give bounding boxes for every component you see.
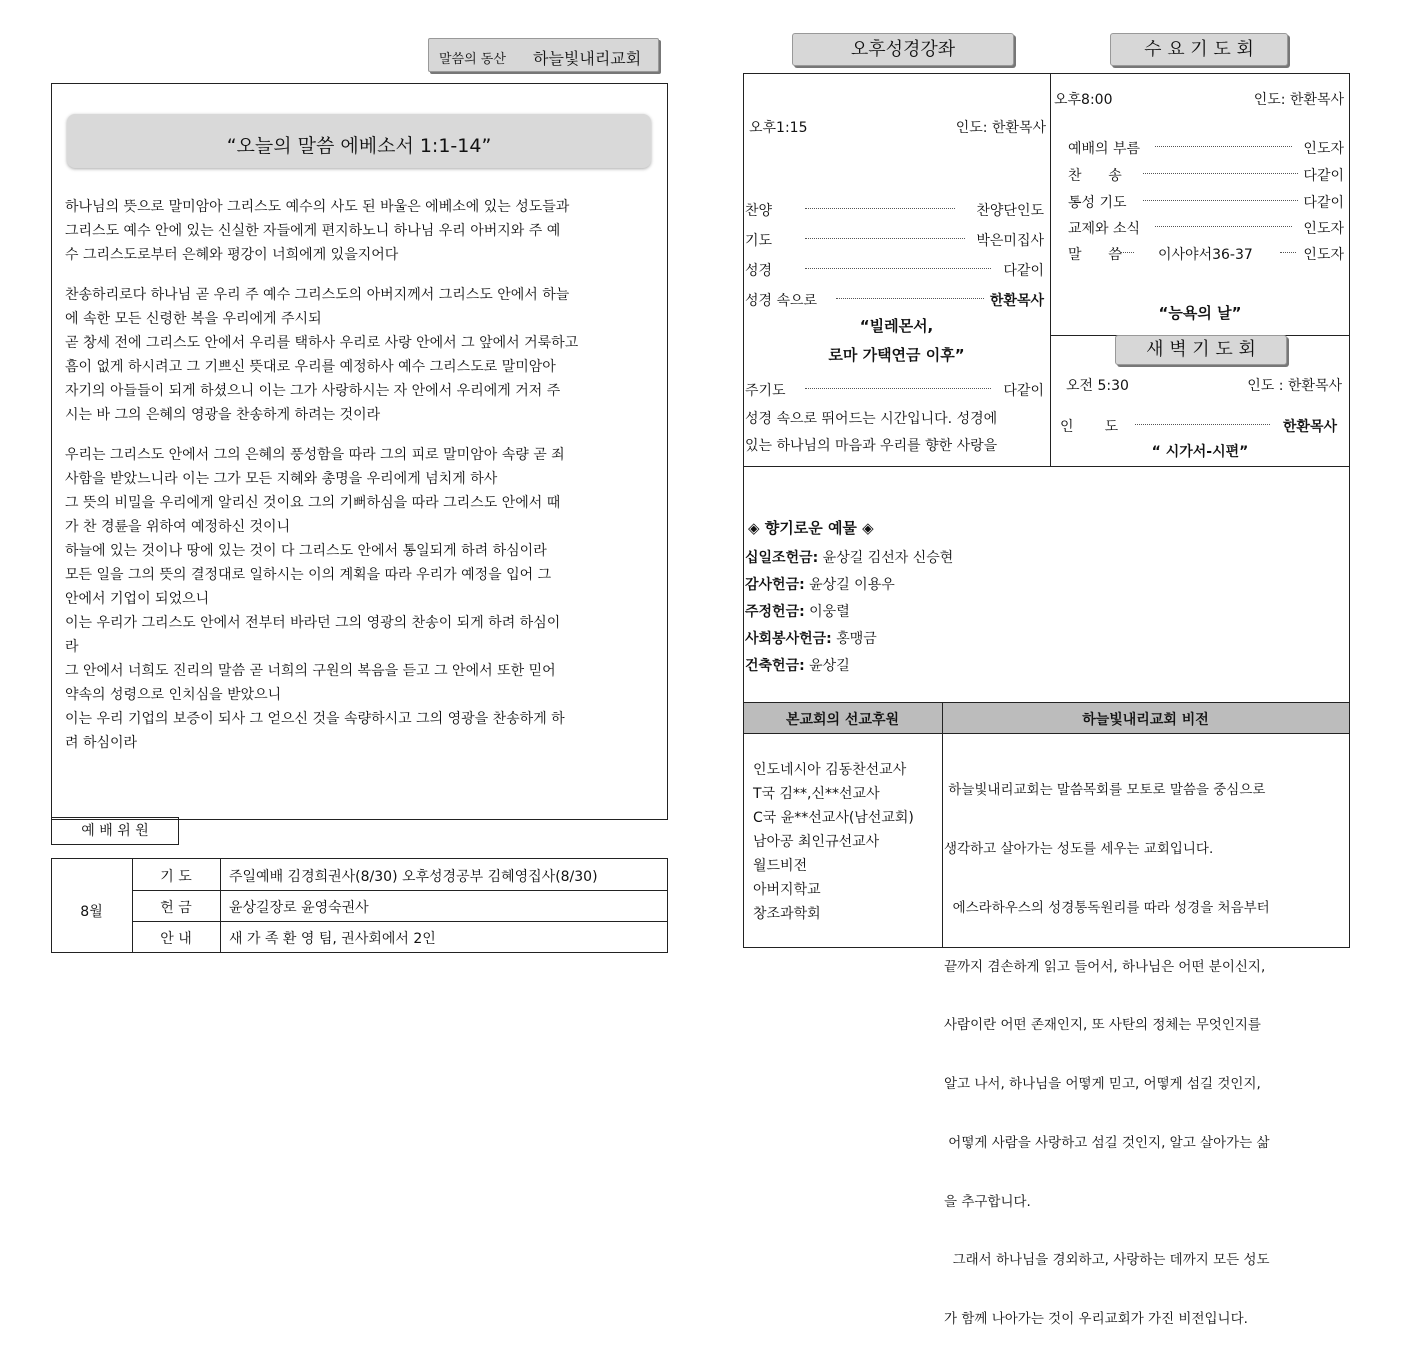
wednesday-title: 수 요 기 도 회 [1144, 39, 1254, 60]
scripture-line: 흠이 없게 하시려고 그 기쁘신 뜻대로 우리를 예정하사 예수 그리스도로 말미암아 [65, 359, 556, 375]
scripture-line: 이는 우리가 그리스도 안에서 전부터 바라던 그의 영광의 찬송이 되게 하려 하심이 [65, 615, 561, 631]
mission-item: 인도네시아 김동찬선교사 [753, 762, 907, 778]
wednesday-item-label: 찬 송 [1068, 168, 1122, 184]
vision-line: 가 함께 나아가는 것이 우리교회가 가진 비전입니다. [944, 1311, 1248, 1328]
dot-leader [1143, 173, 1298, 174]
staff-names: 새 가 족 환 영 팀, 권사회에서 2인 [229, 931, 436, 947]
scripture-line: 에 속한 모든 신령한 복을 우리에게 주시되 [65, 311, 322, 327]
scripture-line: 그리스도 예수 안에 있는 신실한 자들에게 편지하노니 하나님 우리 아버지와 주 예 [65, 223, 561, 239]
offering-row [745, 572, 953, 599]
wednesday-time: 오후8:00 [1054, 92, 1113, 108]
dot-leader [1143, 200, 1298, 201]
column-divider [1050, 73, 1051, 466]
column-divider [942, 702, 943, 948]
scripture-line: 사함을 받았느니라 이는 그가 모든 지혜와 총명을 우리에게 넘치게 하사 [65, 471, 498, 487]
afternoon-item-label: 주기도 [745, 383, 786, 399]
staff-label: 예 배 위 원 [81, 823, 149, 839]
scripture-line: 안에서 기업이 되었으니 [65, 591, 210, 607]
mission-item: 창조과학회 [753, 906, 821, 922]
scripture-line: 우리는 그리스도 안에서 그의 은혜의 풍성함을 따라 그의 피로 말미암아 속량 곧 죄 [65, 447, 565, 463]
dot-leader [1120, 252, 1134, 253]
wednesday-item-value: 인도자 [1303, 221, 1344, 237]
dot-leader [805, 388, 991, 389]
wednesday-item-label: 교제와 소식 [1068, 221, 1141, 237]
scripture-paragraph-1 [65, 195, 655, 267]
sermon-title: “오늘의 말씀 에베소서 1:1-14” [226, 135, 492, 157]
staff-role: 헌 금 [160, 900, 192, 916]
dawn-leader: 인도 : 한환목사 [1247, 378, 1342, 394]
offering-row [745, 599, 953, 626]
afternoon-item-label: 성경 속으로 [745, 293, 818, 309]
dot-leader [1280, 252, 1296, 253]
afternoon-item-value: 박은미집사 [976, 233, 1044, 249]
dot-leader [805, 208, 955, 209]
vision-line: 을 추구합니다. [944, 1193, 1031, 1210]
afternoon-item-value: 한환목사 [989, 293, 1044, 309]
vision-line: 어떻게 사람을 사랑하고 섬길 것인지, 알고 살아가는 삶 [944, 1134, 1270, 1151]
offering-names: 윤상길 [804, 658, 850, 674]
afternoon-title: 오후성경강좌 [850, 39, 956, 60]
scripture-line: 모든 일을 그의 뜻의 결정대로 일하시는 이의 계획을 따라 우리가 예정을 입어 그 [65, 567, 552, 583]
dot-leader [805, 238, 965, 239]
dawn-item-label: 인 도 [1060, 419, 1119, 435]
vision-line: 생각하고 살아가는 성도를 세우는 교회입니다. [944, 840, 1214, 857]
offering-label: 건축헌금: [745, 658, 805, 674]
mission-item: 아버지학교 [753, 882, 821, 898]
vision-title: 하늘빛내리교회 비전 [1082, 712, 1209, 728]
scripture-line: 이는 우리 기업의 보증이 되사 그 얻으신 것을 속량하시고 그의 영광을 찬송하게 하 [65, 711, 565, 727]
afternoon-item-value: 다같이 [1003, 383, 1044, 399]
mission-item: 월드비전 [753, 858, 808, 874]
wednesday-item-scripture: 이사야서36-37 [1158, 247, 1253, 263]
scripture-paragraph-2 [65, 283, 655, 427]
offering-row [745, 653, 953, 680]
dawn-title-badge [1115, 335, 1287, 365]
scripture-line: 가 찬 경륜을 위하여 예정하신 것이니 [65, 519, 291, 535]
dawn-title: 새 벽 기 도 회 [1146, 339, 1256, 360]
scripture-line: 찬송하리로다 하나님 곧 우리 주 예수 그리스도의 아버지께서 그리스도 안에서 하늘 [65, 287, 570, 303]
scripture-line: 려 하심이라 [65, 735, 138, 751]
afternoon-item-label: 성경 [745, 263, 773, 279]
offering-label: 주정헌금: [745, 604, 805, 620]
church-name: 하늘빛내리교회 [533, 49, 642, 68]
dot-leader [1155, 226, 1292, 227]
dot-leader [836, 298, 984, 299]
staff-label-box [51, 817, 179, 845]
offering-list [745, 545, 953, 680]
vision-text [944, 742, 1270, 1349]
afternoon-title-badge [792, 33, 1014, 66]
offering-names: 윤상길 이용우 [804, 577, 895, 593]
mission-item: 남아공 최인규선교사 [753, 834, 880, 850]
mission-list [753, 758, 914, 926]
wednesday-item-label: 예배의 부름 [1068, 141, 1141, 157]
scripture-line: 라 [65, 639, 79, 655]
scripture-line: 자기의 아들들이 되게 하셨으니 이는 그가 사랑하시는 자 안에서 우리에게 거저 주 [65, 383, 561, 399]
mission-item: C국 윤**선교사(남선교회) [753, 810, 914, 826]
scripture-line: 수 그리스도로부터 은혜와 평강이 너희에게 있을지어다 [65, 247, 399, 263]
afternoon-item-value: 찬양단인도 [976, 203, 1044, 219]
wednesday-item-value: 인도자 [1303, 247, 1344, 263]
scripture-paragraph-3 [65, 443, 655, 755]
wednesday-topic: “능욕의 날” [1158, 304, 1242, 322]
afternoon-topic-line1: “빌레몬서, [859, 317, 934, 335]
afternoon-topic-line2: 로마 가택연금 이후” [828, 346, 965, 364]
staff-divider [220, 858, 221, 953]
vision-line: 에스라하우스의 성경통독원리를 따라 성경을 처음부터 [944, 899, 1270, 916]
staff-month: 8월 [80, 904, 103, 920]
vision-line: 사람이란 어떤 존재인지, 또 사탄의 정체는 무엇인지를 [944, 1017, 1261, 1034]
scripture-line: 그 뜻의 비밀을 우리에게 알리신 것이요 그의 기뻐하심을 따라 그리스도 안에서 때 [65, 495, 561, 511]
wednesday-item-value: 다같이 [1303, 168, 1344, 184]
wednesday-title-badge [1110, 33, 1288, 66]
staff-role: 안 내 [160, 931, 192, 947]
mission-title: 본교회의 선교후원 [785, 712, 900, 728]
afternoon-item-label: 찬양 [745, 203, 773, 219]
dawn-topic: “ 시가서-시편” [1151, 444, 1249, 460]
section-divider [743, 466, 1350, 467]
offering-label: 감사헌금: [745, 577, 805, 593]
mission-item: T국 김**,신**선교사 [753, 786, 880, 802]
afternoon-note: 성경 속으로 뛰어드는 시간입니다. 성경에 [745, 411, 998, 427]
scripture-line: 그 안에서 너희도 진리의 말씀 곧 너희의 구원의 복음을 듣고 그 안에서 또한 믿어 [65, 663, 556, 679]
offering-names: 홍맹금 [831, 631, 877, 647]
afternoon-item-value: 다같이 [1003, 263, 1044, 279]
afternoon-item-label: 기도 [745, 233, 773, 249]
dot-leader [805, 268, 991, 269]
offering-row [745, 545, 953, 572]
motto-text: 말씀의 동산 [439, 52, 506, 67]
scripture-line: 하늘에 있는 것이나 땅에 있는 것이 다 그리스도 안에서 통일되게 하려 하심이라 [65, 543, 547, 559]
vision-line: 알고 나서, 하나님을 어떻게 믿고, 어떻게 섬길 것인지, [944, 1076, 1261, 1093]
dot-leader [1155, 146, 1292, 147]
offering-label: 십일조헌금: [745, 550, 819, 566]
afternoon-time: 오후1:15 [749, 120, 808, 136]
staff-divider [132, 921, 668, 922]
scripture-line: 시는 바 그의 은혜의 영광을 찬송하게 하려는 것이라 [65, 407, 381, 423]
afternoon-note: 있는 하나님의 마음과 우리를 향한 사랑을 [745, 438, 998, 454]
dawn-item-value: 한환목사 [1282, 419, 1337, 435]
staff-divider [132, 890, 668, 891]
vision-line: 끝까지 겸손하게 읽고 들어서, 하나님은 어떤 분이신지, [944, 958, 1266, 975]
scripture-line: 약속의 성령으로 인치심을 받았으니 [65, 687, 282, 703]
vision-line: 하늘빛내리교회는 말씀목회를 모토로 말씀을 중심으로 [944, 782, 1266, 799]
wednesday-item-label: 말 씀 [1068, 247, 1122, 263]
staff-names: 윤상길장로 윤영숙권사 [229, 900, 369, 916]
dawn-time: 오전 5:30 [1066, 378, 1129, 394]
wednesday-item-label: 통성 기도 [1068, 195, 1127, 211]
offering-names: 이웅렬 [804, 604, 850, 620]
church-header-badge [428, 38, 659, 72]
scripture-line: 곧 창세 전에 그리스도 안에서 우리를 택하사 우리로 사랑 안에서 그 앞에서 거룩하고 [65, 335, 579, 351]
offering-row [745, 626, 953, 653]
vision-line: 그래서 하나님을 경외하고, 사랑하는 데까지 모든 성도 [944, 1252, 1270, 1269]
wednesday-item-value: 다같이 [1303, 195, 1344, 211]
offering-title: ◈ 향기로운 예물 ◈ [748, 519, 874, 537]
staff-role: 기 도 [160, 869, 192, 885]
dot-leader [1135, 424, 1270, 425]
wednesday-item-value: 인도자 [1303, 141, 1344, 157]
sermon-body [65, 195, 655, 755]
wednesday-leader: 인도: 한환목사 [1253, 92, 1344, 108]
scripture-line: 하나님의 뜻으로 말미암아 그리스도 예수의 사도 된 바울은 에베소에 있는 성도들과 [65, 199, 570, 215]
offering-names: 윤상길 김선자 신승현 [818, 550, 954, 566]
offering-label: 사회봉사헌금: [745, 631, 832, 647]
staff-names: 주일예배 김경희권사(8/30) 오후성경공부 김혜영집사(8/30) [229, 869, 598, 885]
afternoon-leader: 인도: 한환목사 [955, 120, 1046, 136]
